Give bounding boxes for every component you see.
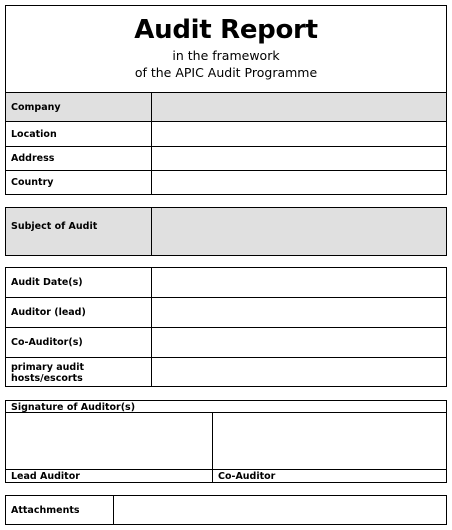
report-subtitle-line1: in the framework — [172, 48, 280, 63]
co-auditor-signature-field[interactable] — [213, 413, 446, 469]
hosts-field[interactable] — [152, 358, 446, 386]
co-auditors-field[interactable] — [152, 328, 446, 357]
address-label: Address — [11, 153, 55, 164]
attachments-label: Attachments — [11, 505, 80, 516]
company-field[interactable] — [152, 93, 446, 121]
lead-auditor-label: Lead Auditor — [11, 471, 80, 482]
location-field[interactable] — [152, 122, 446, 146]
audit-date-field[interactable] — [152, 268, 446, 297]
co-auditor-label: Co-Auditor — [218, 471, 276, 482]
address-field[interactable] — [152, 147, 446, 170]
auditor-lead-field[interactable] — [152, 298, 446, 327]
hosts-label-line2: hosts/escorts — [11, 373, 83, 384]
company-label: Company — [11, 102, 61, 113]
audit-date-label: Audit Date(s) — [11, 277, 83, 288]
report-title: Audit Report — [134, 15, 318, 45]
auditor-lead-label: Auditor (lead) — [11, 307, 86, 318]
co-auditors-label: Co-Auditor(s) — [11, 337, 83, 348]
location-label: Location — [11, 129, 57, 140]
subject-label: Subject of Audit — [11, 221, 98, 232]
signature-line — [5, 469, 447, 470]
subject-field[interactable] — [152, 208, 446, 255]
hosts-label-line1: primary audit — [11, 362, 85, 373]
country-label: Country — [11, 177, 54, 188]
signature-heading: Signature of Auditor(s) — [11, 402, 136, 413]
country-field[interactable] — [152, 171, 446, 194]
attachments-field[interactable] — [114, 496, 446, 524]
report-subtitle-line2: of the APIC Audit Programme — [134, 65, 318, 80]
lead-auditor-signature-field[interactable] — [6, 413, 212, 469]
